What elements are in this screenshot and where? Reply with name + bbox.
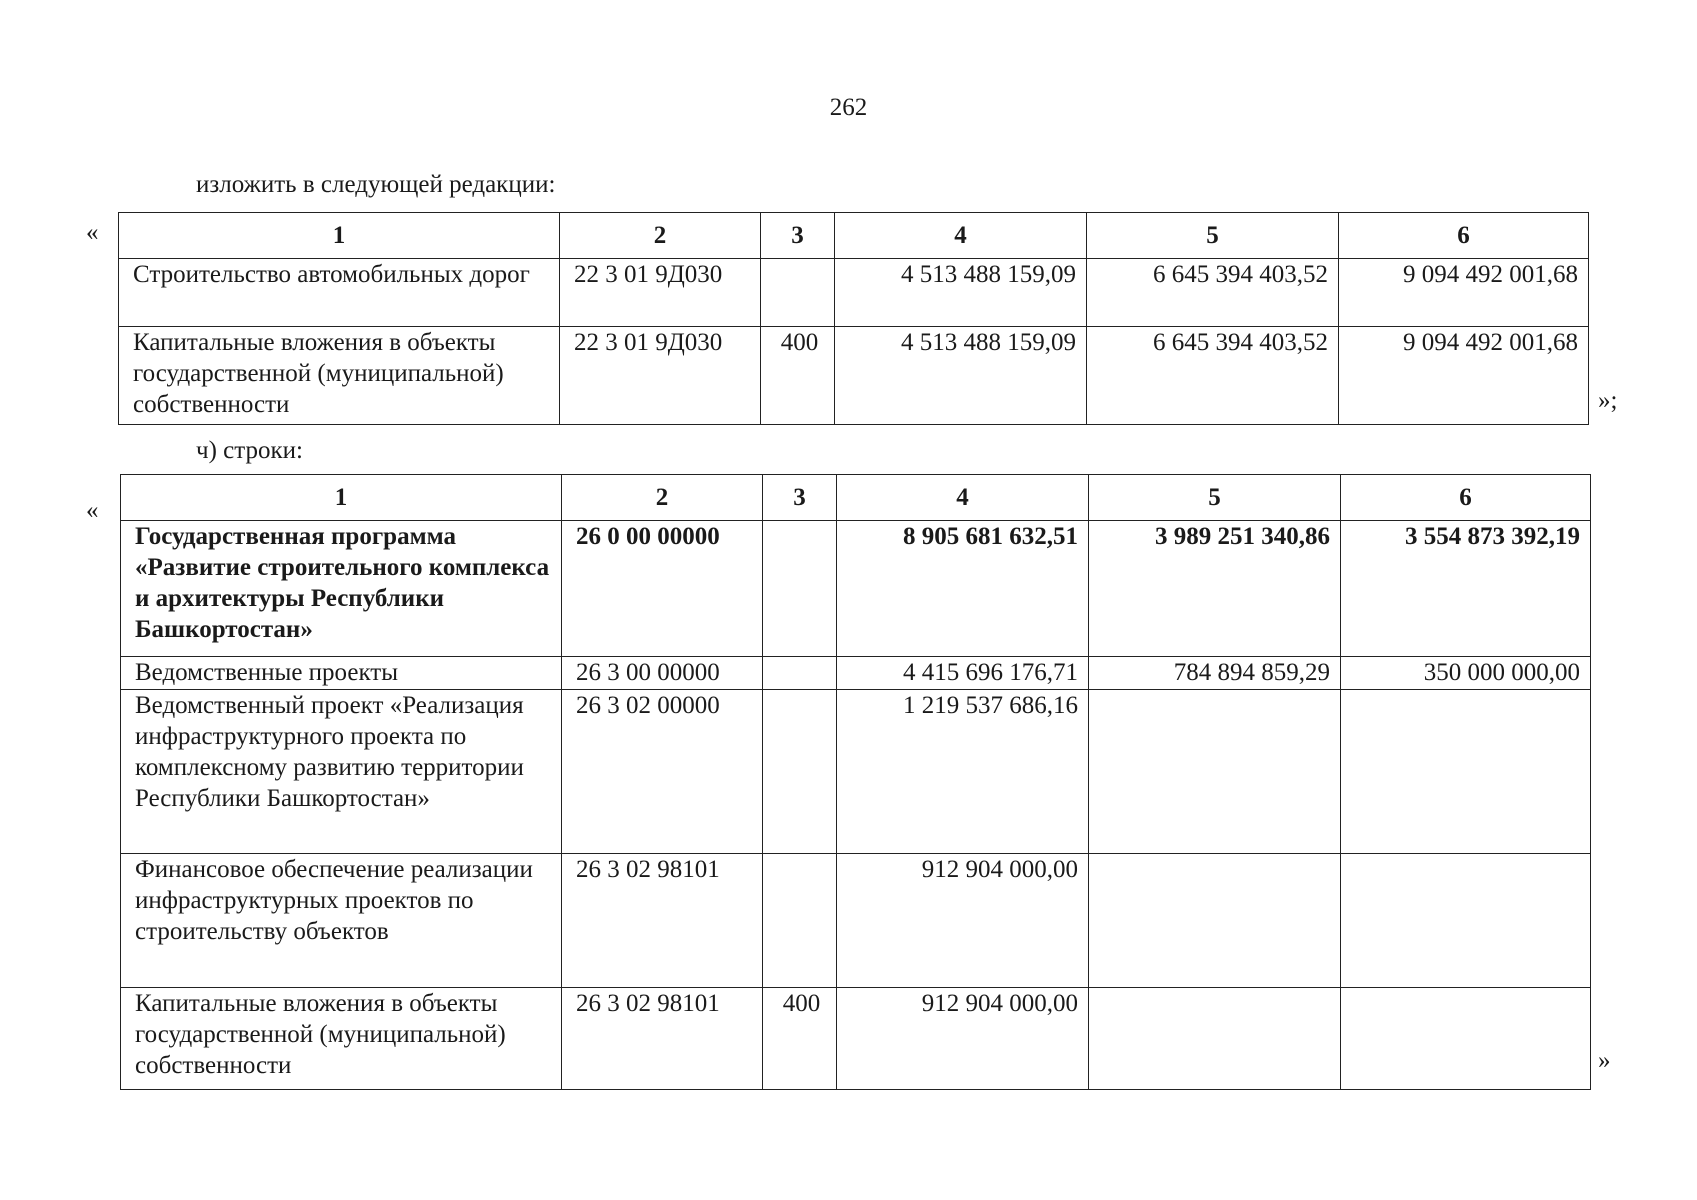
- column-header: 4: [835, 213, 1087, 259]
- column-header: 5: [1087, 213, 1339, 259]
- row-code: 26 3 02 98101: [562, 854, 763, 988]
- row-value-5: 3 989 251 340,86: [1089, 521, 1341, 657]
- budget-table-2: [120, 474, 1591, 1090]
- row-expense-type: [763, 854, 837, 988]
- column-header: 1: [121, 475, 562, 521]
- budget-table-1: [118, 212, 1589, 425]
- row-name: Ведомственный проект «Реализация инфраструктурного проекта по комплексному развитию территории Республики Башкортостан»: [121, 690, 562, 854]
- row-expense-type: [761, 259, 835, 327]
- row-name: Ведомственные проекты: [121, 657, 562, 690]
- row-value-6: 3 554 873 392,19: [1341, 521, 1591, 657]
- table-row: [119, 259, 1589, 327]
- row-value-5: 6 645 394 403,52: [1087, 327, 1339, 425]
- table-header-row: [119, 213, 1589, 259]
- row-expense-type: [763, 521, 837, 657]
- row-name: Капитальные вложения в объекты государственной (муниципальной) собственности: [119, 327, 560, 425]
- table-row: [119, 327, 1589, 425]
- open-quote-1: «: [86, 219, 99, 246]
- row-name: Финансовое обеспечение реализации инфраструктурных проектов по строительству объектов: [121, 854, 562, 988]
- close-quote-2: »: [1598, 1047, 1611, 1074]
- table-row: [121, 988, 1591, 1090]
- row-value-6: [1341, 854, 1591, 988]
- row-code: 22 3 01 9Д030: [560, 327, 761, 425]
- row-value-4: 4 415 696 176,71: [837, 657, 1089, 690]
- column-header: 2: [560, 213, 761, 259]
- page-number: 262: [829, 94, 868, 121]
- column-header: 1: [119, 213, 560, 259]
- row-value-4: 8 905 681 632,51: [837, 521, 1089, 657]
- row-value-4: 1 219 537 686,16: [837, 690, 1089, 854]
- column-header: 6: [1339, 213, 1589, 259]
- open-quote-2: «: [86, 497, 99, 524]
- row-expense-type: [763, 657, 837, 690]
- row-name: Государственная программа «Развитие строительного комплекса и архитектуры Республики Башкортостан»: [121, 521, 562, 657]
- column-header: 3: [761, 213, 835, 259]
- table-row: [121, 657, 1591, 690]
- row-code: 26 3 02 00000: [562, 690, 763, 854]
- row-value-5: 6 645 394 403,52: [1087, 259, 1339, 327]
- row-value-4: 4 513 488 159,09: [835, 327, 1087, 425]
- close-quote-1: »;: [1598, 387, 1618, 414]
- row-value-4: 912 904 000,00: [837, 854, 1089, 988]
- row-value-5: [1089, 690, 1341, 854]
- column-header: 5: [1089, 475, 1341, 521]
- section-label: ч) строки:: [196, 437, 303, 464]
- row-code: 22 3 01 9Д030: [560, 259, 761, 327]
- row-name: Строительство автомобильных дорог: [119, 259, 560, 327]
- row-value-5: [1089, 988, 1341, 1090]
- table-header-row: [121, 475, 1591, 521]
- row-value-5: [1089, 854, 1341, 988]
- row-value-5: 784 894 859,29: [1089, 657, 1341, 690]
- row-code: 26 3 00 00000: [562, 657, 763, 690]
- row-value-6: 350 000 000,00: [1341, 657, 1591, 690]
- table-row: [121, 690, 1591, 854]
- row-value-4: 4 513 488 159,09: [835, 259, 1087, 327]
- row-expense-type: 400: [763, 988, 837, 1090]
- row-name: Капитальные вложения в объекты государственной (муниципальной) собственности: [121, 988, 562, 1090]
- column-header: 3: [763, 475, 837, 521]
- intro-text: изложить в следующей редакции:: [196, 171, 556, 198]
- row-expense-type: 400: [761, 327, 835, 425]
- table-row: [121, 521, 1591, 657]
- table-row: [121, 854, 1591, 988]
- row-code: 26 0 00 00000: [562, 521, 763, 657]
- row-value-6: [1341, 690, 1591, 854]
- row-value-6: 9 094 492 001,68: [1339, 259, 1589, 327]
- row-value-6: 9 094 492 001,68: [1339, 327, 1589, 425]
- column-header: 4: [837, 475, 1089, 521]
- row-code: 26 3 02 98101: [562, 988, 763, 1090]
- row-expense-type: [763, 690, 837, 854]
- column-header: 6: [1341, 475, 1591, 521]
- row-value-6: [1341, 988, 1591, 1090]
- column-header: 2: [562, 475, 763, 521]
- row-value-4: 912 904 000,00: [837, 988, 1089, 1090]
